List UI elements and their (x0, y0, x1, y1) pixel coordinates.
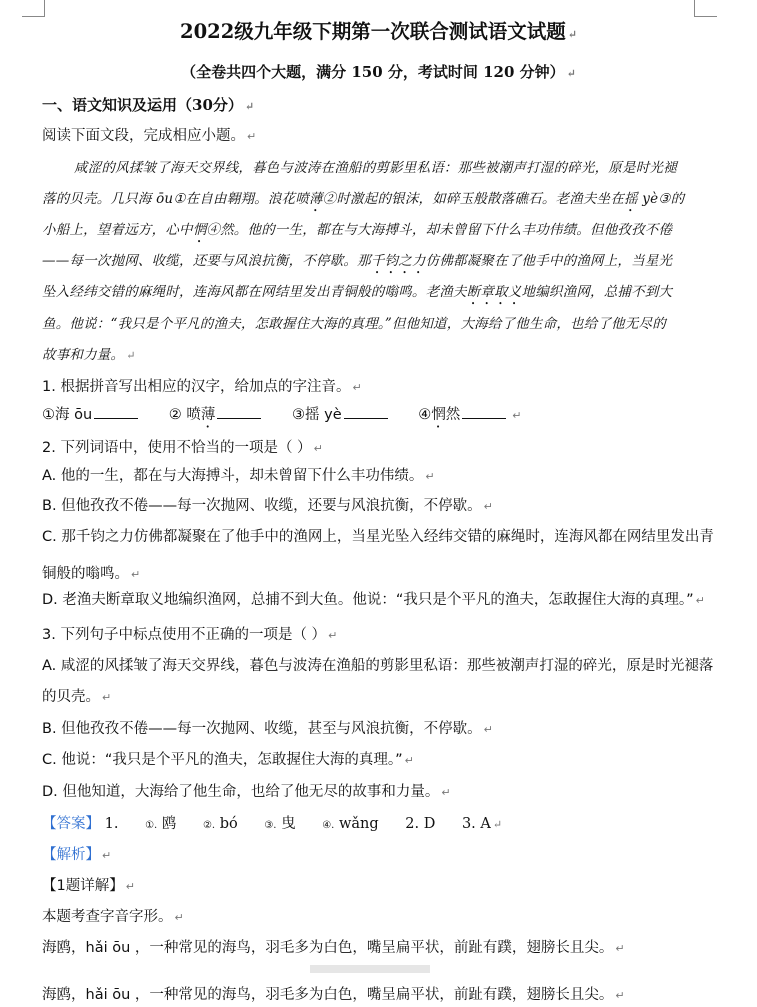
blank-1[interactable] (94, 404, 138, 419)
question-3-option-a: A. 咸涩的风揉皱了海天交界线，暮色与波涛在渔船的剪影里私语：那些被潮声打湿的碎光，原是时光褪落 (42, 658, 714, 674)
analysis-text-2: 海鸥，hǎi ōu ，一种常见的海鸟，羽毛多为白色，嘴呈扁平状，前趾有蹼，翅膀长且尖。 ↵ (42, 940, 625, 956)
question-3-option-a-cont: 的贝壳。 ↵ (42, 689, 112, 705)
document-title: 2022级九年级下期第一次联合测试语文试题 ↵ (180, 20, 577, 43)
question-3-stem: 3. 下列句子中标点使用不正确的一项是（ ） ↵ (42, 627, 338, 643)
circled-one: ① (173, 191, 186, 207)
question-3-option-c: C. 他说：“我只是个平凡的渔夫，怎敢握住大海的真理。” ↵ (42, 752, 414, 768)
question-1-blanks: ①海 ōu ② 喷薄 ③摇 yè ④惘然 ↵ (42, 404, 727, 431)
question-2-stem: 2. 下列词语中，使用不恰当的一项是（ ） ↵ (42, 440, 323, 456)
document-subtitle: （全卷共四个大题，满分 150 分，考试时间 120 分钟） ↵ (181, 63, 576, 81)
question-3-option-d: D. 但他知道，大海给了他生命，也给了他无尽的故事和力量。 ↵ (42, 784, 451, 800)
question-3-option-b: B. 但他孜孜不倦——每一次抛网、收缆，甚至与风浪抗衡，不停歇。 ↵ (42, 721, 493, 737)
question-2-option-a: A. 他的一生，都在与大海搏斗，却未曾留下什么丰功伟绩。 ↵ (42, 468, 435, 484)
answer-line: 【答案】 1. ①. 鸥 ②. bó ③. 曳 ④. wǎng 2. D 3. A ↵ (42, 816, 503, 832)
question-2-option-c-cont: 铜般的嗡鸣。 ↵ (42, 566, 141, 582)
passage-line-3: 小船上，望着远方，心中惘④然。他的一生，都在与大海搏斗，却未曾留下什么丰功伟绩。但他孜孜不倦 (42, 222, 673, 238)
blank-4[interactable] (462, 404, 506, 419)
passage-line-7: 故事和力量。 ↵ (42, 347, 136, 363)
question-2-option-d: D. 老渔夫断章取义地编织渔网，总捕不到大鱼。他说：“我只是个平凡的渔夫，怎敢握住大海的真理。” ↵ (42, 592, 705, 608)
circled-three: ③ (658, 191, 671, 207)
analysis-label: 【解析】 ↵ (42, 847, 112, 863)
passage-line-2: 落的贝壳。几只海 ōu①在自由翱翔。浪花喷薄②时激起的银沫，如碎玉般散落礁石。老渔夫坐在摇 yè③的 (42, 191, 685, 207)
margin-corner-left (22, 0, 45, 17)
analysis-text-3: 海鸥，hǎi ōu ，一种常见的海鸟，羽毛多为白色，嘴呈扁平状，前趾有蹼，翅膀长且尖。 ↵ (42, 987, 625, 1003)
reading-instruction: 阅读下面文段，完成相应小题。 ↵ (42, 128, 257, 144)
passage-line-1: 咸涩的风揉皱了海天交界线，暮色与波涛在渔船的剪影里私语：那些被潮声打湿的碎光，原是时光褪 (74, 160, 677, 176)
passage-line-6: 鱼。他说：“我只是个平凡的渔夫，怎敢握住大海的真理。”但他知道，大海给了他生命，也给了他无尽的 (42, 316, 666, 332)
circled-two: ② (322, 191, 337, 207)
section-heading: 一、语文知识及运用（30分） ↵ (42, 96, 255, 114)
passage-line-4: ——每一次抛网、收缆，还要与风浪抗衡，不停歇。那千钧之力仿佛都凝聚在了他手中的渔网上，当星光 (42, 253, 673, 269)
analysis-text-1: 本题考查字音字形。 ↵ (42, 909, 184, 925)
analysis-detail-heading: 【1题详解】 ↵ (42, 878, 135, 894)
blank-2[interactable] (217, 404, 261, 419)
margin-corner-right (694, 0, 717, 17)
circled-four: ④ (206, 222, 221, 238)
question-2-option-b: B. 但他孜孜不倦——每一次抛网、收缆，还要与风浪抗衡，不停歇。 ↵ (42, 498, 493, 514)
page-footer-mark (310, 965, 430, 973)
question-1-stem: 1. 根据拼音写出相应的汉字，给加点的字注音。 ↵ (42, 379, 362, 395)
passage-line-5: 坠入经纬交错的麻绳时，连海风都在网结里发出青铜般的嗡鸣。老渔夫断章取义地编织渔网，总捕不到大 (42, 284, 673, 300)
question-2-option-c: C. 那千钧之力仿佛都凝聚在了他手中的渔网上，当星光坠入经纬交错的麻绳时，连海风都在网结里发出青 (42, 529, 714, 545)
blank-3[interactable] (344, 404, 388, 419)
